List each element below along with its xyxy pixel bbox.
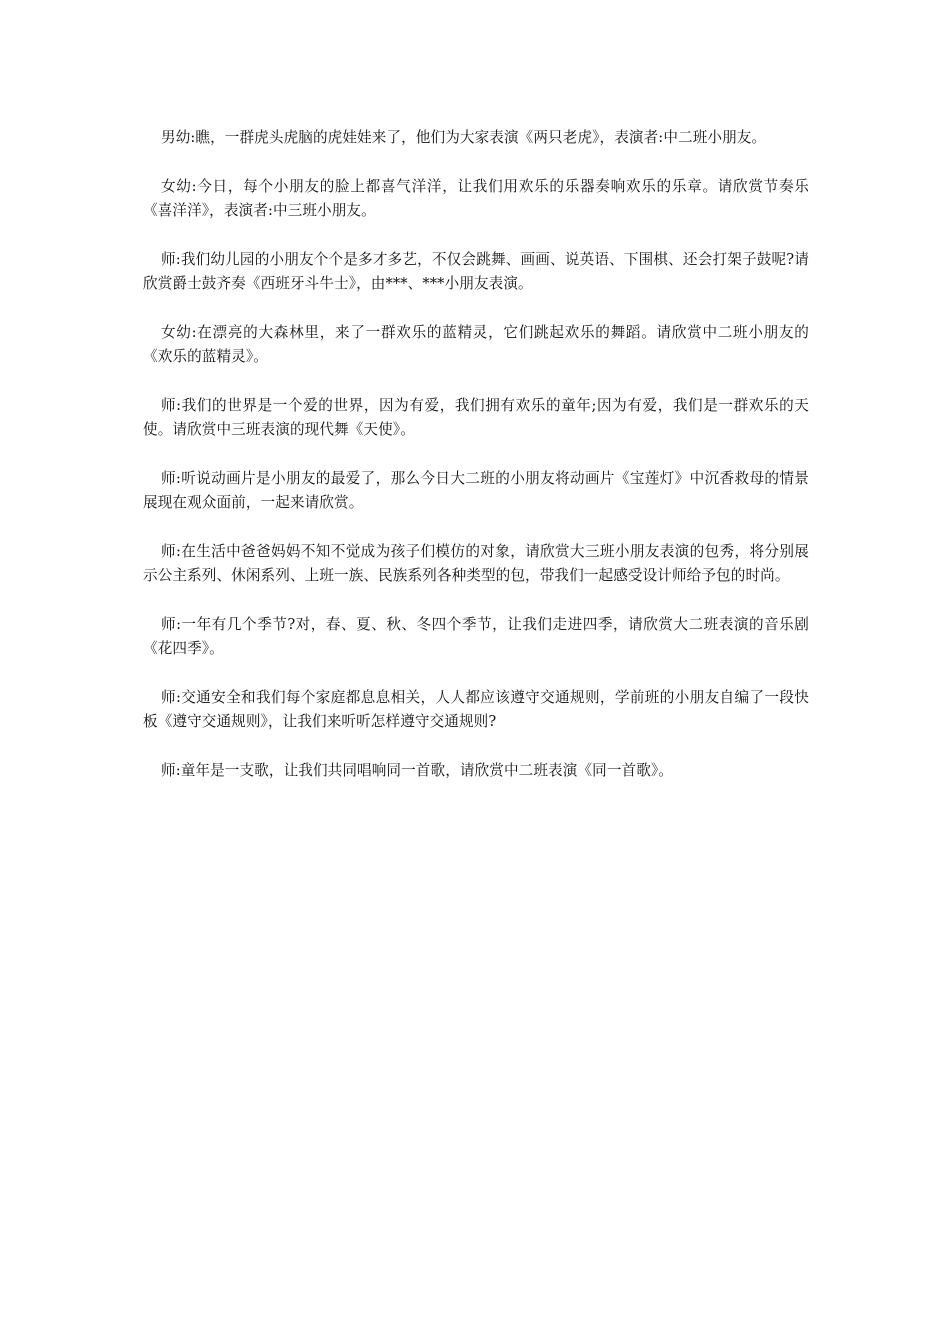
paragraph-6: 师:听说动画片是小朋友的最爱了，那么今日大二班的小朋友将动画片《宝莲灯》中沉香救母的情景展现在观众面前，一起来请欣赏。 [143, 469, 809, 511]
paragraph-4: 女幼:在漂亮的大森林里，来了一群欢乐的蓝精灵，它们跳起欢乐的舞蹈。请欣赏中二班小朋友的《欢乐的蓝精灵》。 [143, 323, 809, 365]
paragraph-2: 女幼:今日，每个小朋友的脸上都喜气洋洋，让我们用欢乐的乐器奏响欢乐的乐章。请欣赏节奏乐《喜洋洋》，表演者:中三班小朋友。 [143, 177, 809, 219]
paragraph-1: 男幼:瞧，一群虎头虎脑的虎娃娃来了，他们为大家表演《两只老虎》，表演者:中二班小朋友。 [161, 129, 767, 146]
paragraph-9: 师:交通安全和我们每个家庭都息息相关，人人都应该遵守交通规则，学前班的小朋友自编了一段快板《遵守交通规则》，让我们来听听怎样遵守交通规则? [143, 688, 809, 730]
paragraph-10: 师:童年是一支歌，让我们共同唱响同一首歌，请欣赏中二班表演《同一首歌》。 [161, 761, 674, 779]
paragraph-5: 师:我们的世界是一个爱的世界，因为有爱，我们拥有欢乐的童年;因为有爱，我们是一群欢乐的天使。请欣赏中三班表演的现代舞《天使》。 [143, 396, 809, 438]
paragraph-7: 师:在生活中爸爸妈妈不知不觉成为孩子们模仿的对象，请欣赏大三班小朋友表演的包秀，将分别展示公主系列、休闲系列、上班一族、民族系列各种类型的包，带我们一起感受设计师给予包的时尚。 [143, 542, 809, 584]
paragraph-8: 师:一年有几个季节?对，春、夏、秋、冬四个季节，让我们走进四季，请欣赏大二班表演的音乐剧《花四季》。 [143, 615, 809, 657]
document-body [143, 126, 809, 807]
paragraph-3: 师:我们幼儿园的小朋友个个是多才多艺，不仅会跳舞、画画、说英语、下围棋、还会打架子鼓呢?请欣赏爵士鼓齐奏《西班牙斗牛士》，由***、***小朋友表演。 [143, 250, 809, 292]
